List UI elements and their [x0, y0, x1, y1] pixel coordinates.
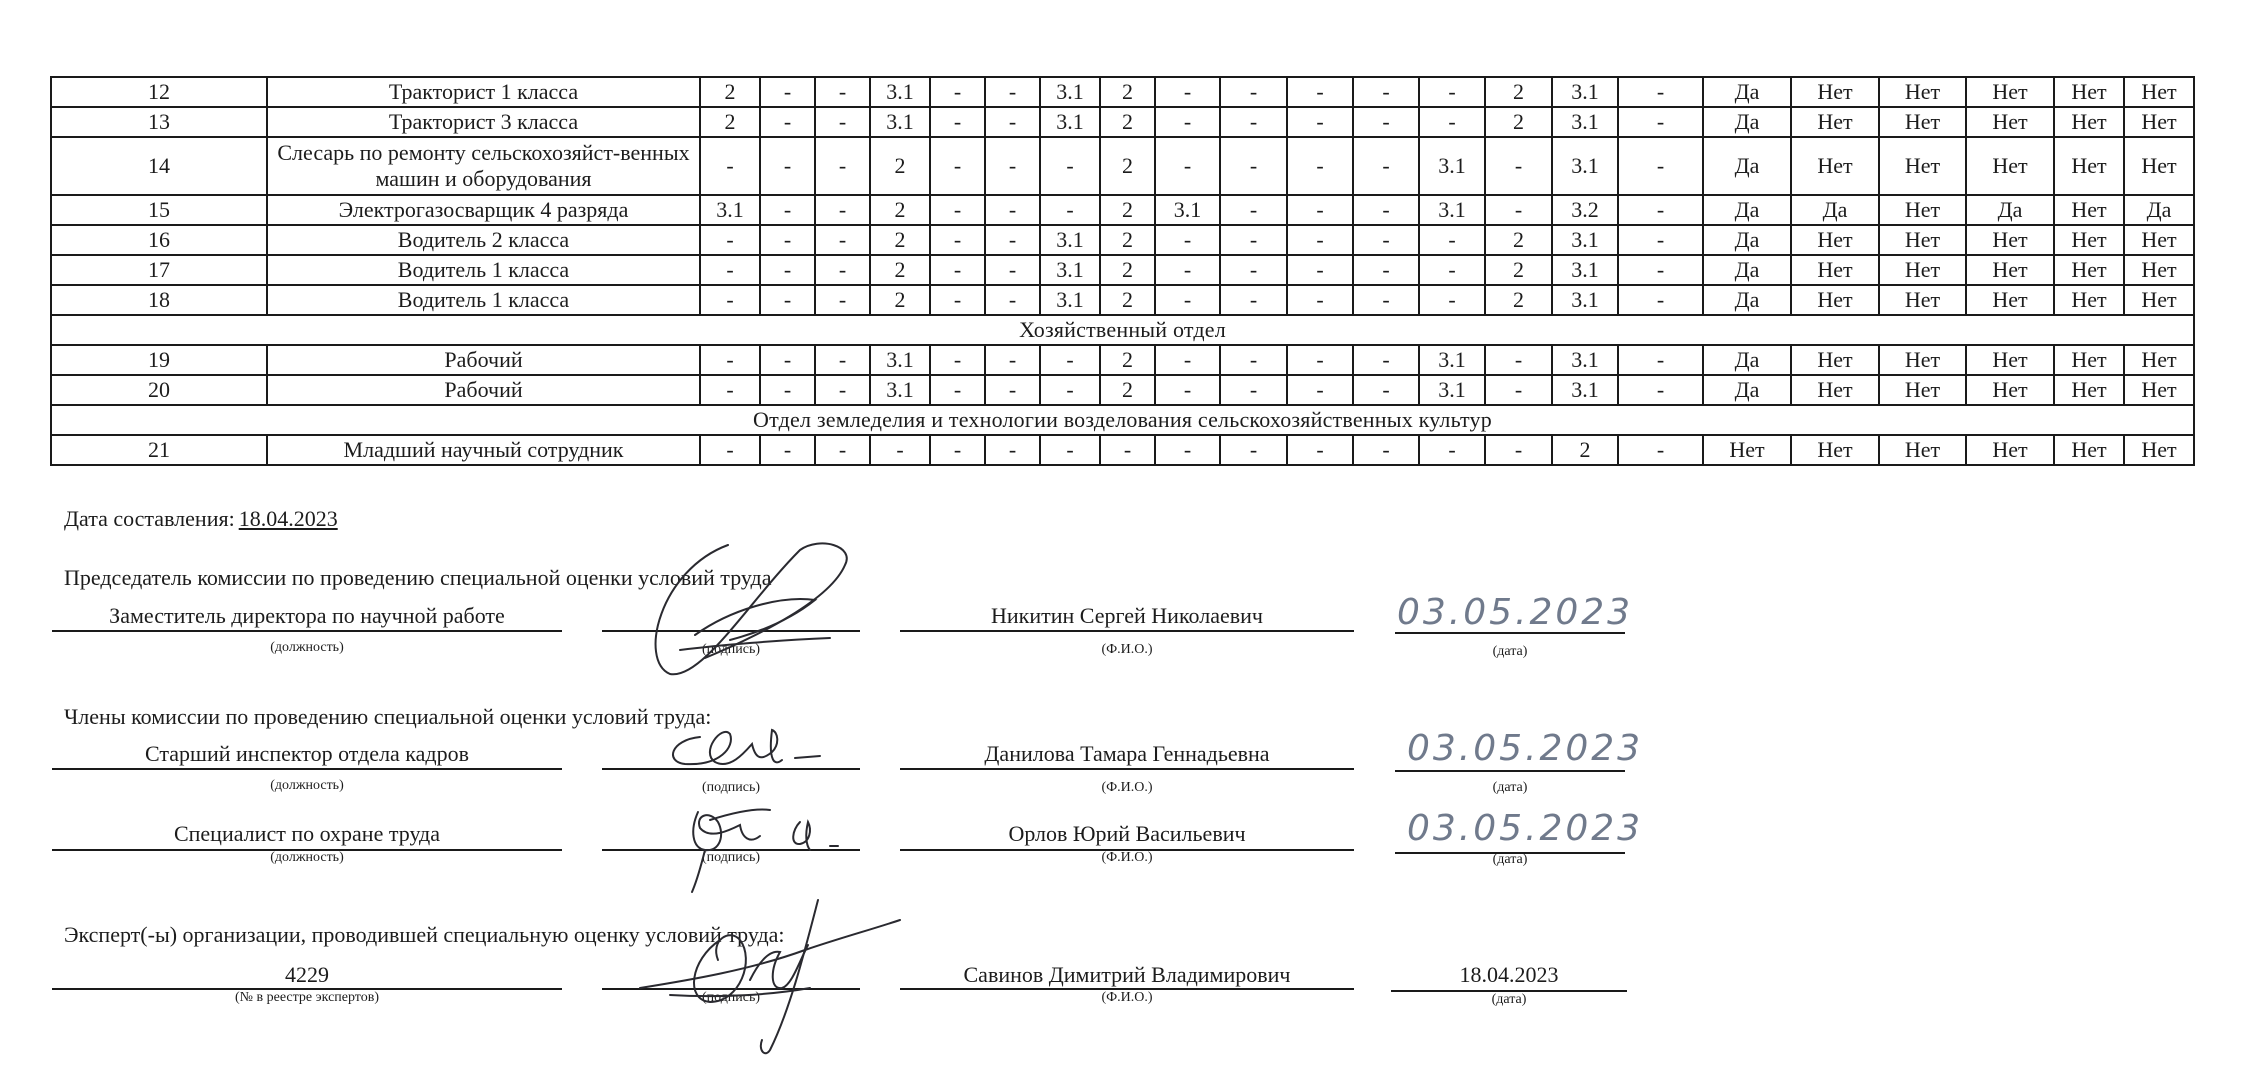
factor-class-cell: - [1485, 195, 1552, 225]
job-title: Водитель 2 класса [267, 225, 700, 255]
factor-class-cell: - [1353, 107, 1419, 137]
factor-class-cell: 3.1 [1552, 345, 1618, 375]
expert-date-caption: (дата) [1491, 992, 1527, 1007]
flag-cell: Да [1703, 137, 1791, 195]
member-1-name: Данилова Тамара Геннадьевна [984, 741, 1270, 766]
factor-class-cell: - [1485, 375, 1552, 405]
member-1-signature-caption: (подпись) [701, 780, 761, 795]
chair-date: 03.05.2023 [1396, 592, 1634, 633]
flag-cell: Нет [1879, 195, 1966, 225]
factor-class-cell: - [815, 107, 870, 137]
flag-cell: Нет [1791, 77, 1879, 107]
member-2-position: Специалист по охране труда [173, 821, 441, 846]
factor-class-cell: - [760, 107, 815, 137]
flag-cell: Нет [2124, 255, 2194, 285]
flag-cell: Нет [1791, 285, 1879, 315]
factor-class-cell: - [1287, 345, 1353, 375]
factor-class-cell: 2 [870, 225, 930, 255]
flag-cell: Нет [1879, 137, 1966, 195]
expert-registry-number: 4229 [285, 962, 329, 987]
factor-class-cell: - [1155, 375, 1220, 405]
factor-class-cell: - [1155, 285, 1220, 315]
factor-class-cell: - [1220, 77, 1287, 107]
row-number: 18 [51, 285, 267, 315]
factor-class-cell: - [1155, 255, 1220, 285]
factor-class-cell: 2 [1100, 255, 1155, 285]
flag-cell: Нет [1791, 137, 1879, 195]
factor-class-cell: - [1155, 225, 1220, 255]
chair-position: Заместитель директора по научной работе [109, 603, 505, 628]
flag-cell: Нет [2054, 77, 2124, 107]
factor-class-cell: - [985, 285, 1040, 315]
flag-cell: Нет [2124, 107, 2194, 137]
expert-signature [630, 890, 910, 1060]
flag-cell: Нет [2054, 285, 2124, 315]
section-title: Хозяйственный отдел [51, 315, 2194, 345]
flag-cell: Нет [2054, 107, 2124, 137]
factor-class-cell: - [930, 285, 985, 315]
compiled-date-value: 18.04.2023 [238, 506, 338, 531]
factor-class-cell: - [700, 345, 760, 375]
factor-class-cell: - [1287, 225, 1353, 255]
member-2-position-caption: (должность) [270, 850, 344, 865]
member-2-name: Орлов Юрий Васильевич [1008, 821, 1246, 846]
factor-class-cell: 2 [1485, 107, 1552, 137]
flag-cell: Нет [1966, 225, 2054, 255]
flag-cell: Да [1966, 195, 2054, 225]
flag-cell: Нет [2124, 375, 2194, 405]
factor-class-cell: - [1220, 107, 1287, 137]
flag-cell: Да [1703, 255, 1791, 285]
flag-cell: Нет [2054, 435, 2124, 465]
factor-class-cell: - [1287, 375, 1353, 405]
expert-heading: Эксперт(-ы) организации, проводившей специальную оценку условий труда: [64, 922, 785, 947]
factor-class-cell: - [1353, 255, 1419, 285]
factor-class-cell: 2 [700, 107, 760, 137]
factor-class-cell: - [1040, 375, 1100, 405]
flag-cell: Нет [2124, 435, 2194, 465]
factor-class-cell: 3.1 [1552, 285, 1618, 315]
factor-class-cell: - [1419, 255, 1485, 285]
factor-class-cell: 2 [870, 137, 930, 195]
flag-cell: Нет [2124, 225, 2194, 255]
job-title: Младший научный сотрудник [267, 435, 700, 465]
factor-class-cell: 2 [1100, 285, 1155, 315]
flag-cell: Нет [2054, 345, 2124, 375]
row-number: 19 [51, 345, 267, 375]
flag-cell: Нет [2124, 137, 2194, 195]
factor-class-cell: - [1287, 435, 1353, 465]
flag-cell: Нет [1879, 345, 1966, 375]
flag-cell: Да [1703, 375, 1791, 405]
flag-cell: Да [2124, 195, 2194, 225]
factor-class-cell: 3.1 [1419, 137, 1485, 195]
factor-class-cell: - [1618, 255, 1703, 285]
member-1-position-caption: (должность) [270, 778, 344, 793]
flag-cell: Да [1703, 225, 1791, 255]
factor-class-cell: 2 [1485, 255, 1552, 285]
member-1-date-caption: (дата) [1492, 780, 1528, 795]
factor-class-cell: 3.1 [1552, 107, 1618, 137]
section-row [51, 405, 2194, 435]
table-row [51, 375, 2194, 405]
flag-cell: Нет [1879, 77, 1966, 107]
chair-name-caption: (Ф.И.О.) [1101, 642, 1153, 657]
member-2-date-caption: (дата) [1492, 852, 1528, 867]
factor-class-cell: 3.1 [1155, 195, 1220, 225]
expert-name-caption: (Ф.И.О.) [1101, 990, 1153, 1005]
factor-class-cell: 3.1 [1552, 225, 1618, 255]
factor-class-cell: 2 [1100, 107, 1155, 137]
table-row [51, 195, 2194, 225]
factor-class-cell: - [1419, 77, 1485, 107]
factor-class-cell: - [1419, 107, 1485, 137]
factor-class-cell: 3.1 [1040, 107, 1100, 137]
factor-class-cell: 3.1 [1419, 195, 1485, 225]
compiled-date-line [64, 506, 338, 532]
factor-class-cell: - [700, 285, 760, 315]
compiled-date-label: Дата составления: [64, 506, 235, 531]
factor-class-cell: - [1419, 225, 1485, 255]
factor-class-cell: 3.1 [870, 107, 930, 137]
factor-class-cell: 3.1 [1040, 255, 1100, 285]
factor-class-cell: - [1485, 137, 1552, 195]
factor-class-cell: 3.1 [1040, 225, 1100, 255]
expert-registry-caption: (№ в реестре экспертов) [234, 990, 380, 1005]
factor-class-cell: 3.1 [870, 375, 930, 405]
section-row [51, 315, 2194, 345]
factor-class-cell: - [1353, 285, 1419, 315]
flag-cell: Нет [1966, 345, 2054, 375]
factor-class-cell: - [1220, 225, 1287, 255]
chair-heading: Председатель комиссии по проведению специальной оценки условий труда [64, 565, 772, 590]
row-number: 12 [51, 77, 267, 107]
factor-class-cell: 3.1 [870, 77, 930, 107]
job-title: Водитель 1 класса [267, 255, 700, 285]
factor-class-cell: 2 [870, 255, 930, 285]
factor-class-cell: - [700, 137, 760, 195]
factor-class-cell: - [930, 255, 985, 285]
factor-class-cell: - [1155, 137, 1220, 195]
job-title: Рабочий [267, 375, 700, 405]
factor-class-cell: - [760, 435, 815, 465]
factor-class-cell: - [1287, 285, 1353, 315]
factor-class-cell: - [1155, 107, 1220, 137]
factor-class-cell: 2 [1100, 225, 1155, 255]
factor-class-cell: 2 [1100, 137, 1155, 195]
table-row [51, 345, 2194, 375]
row-number: 17 [51, 255, 267, 285]
flag-cell: Нет [1966, 435, 2054, 465]
flag-cell: Нет [2124, 285, 2194, 315]
member-2-signature-caption: (подпись) [701, 850, 761, 865]
factor-class-cell: - [760, 255, 815, 285]
factor-class-cell: - [1353, 225, 1419, 255]
factor-class-cell: - [985, 107, 1040, 137]
table-row [51, 255, 2194, 285]
flag-cell: Да [1703, 107, 1791, 137]
member-2-name-caption: (Ф.И.О.) [1101, 850, 1153, 865]
table-row [51, 137, 2194, 195]
factor-class-cell: - [985, 195, 1040, 225]
factor-class-cell: - [930, 137, 985, 195]
job-title: Электрогазосварщик 4 разряда [267, 195, 700, 225]
factor-class-cell: - [815, 77, 870, 107]
member-1-name-caption: (Ф.И.О.) [1101, 780, 1153, 795]
table-row [51, 285, 2194, 315]
table-row [51, 225, 2194, 255]
member-2-date: 03.05.2023 [1406, 808, 1644, 849]
factor-class-cell: - [930, 435, 985, 465]
flag-cell: Нет [2054, 137, 2124, 195]
factor-class-cell: 2 [1100, 345, 1155, 375]
factor-class-cell: 3.1 [1552, 77, 1618, 107]
factor-class-cell: - [1618, 435, 1703, 465]
factor-class-cell: - [760, 137, 815, 195]
flag-cell: Нет [1966, 137, 2054, 195]
row-number: 14 [51, 137, 267, 195]
factor-class-cell: - [1419, 435, 1485, 465]
factor-class-cell: - [1287, 255, 1353, 285]
flag-cell: Нет [1703, 435, 1791, 465]
factor-class-cell: - [760, 345, 815, 375]
factor-class-cell: - [700, 225, 760, 255]
factor-class-cell: - [1040, 195, 1100, 225]
flag-cell: Нет [2054, 375, 2124, 405]
factor-class-cell: 3.1 [1040, 285, 1100, 315]
factor-class-cell: - [930, 345, 985, 375]
flag-cell: Да [1791, 195, 1879, 225]
factor-class-cell: - [1353, 77, 1419, 107]
chair-name: Никитин Сергей Николаевич [991, 603, 1263, 628]
factor-class-cell: - [1220, 137, 1287, 195]
factor-class-cell: 3.2 [1552, 195, 1618, 225]
flag-cell: Нет [1791, 255, 1879, 285]
factor-class-cell: 2 [1485, 225, 1552, 255]
factor-class-cell: 2 [1485, 77, 1552, 107]
expert-date: 18.04.2023 [1459, 962, 1559, 987]
factor-class-cell: - [1220, 435, 1287, 465]
expert-name: Савинов Димитрий Владимирович [963, 962, 1291, 987]
flag-cell: Нет [1966, 77, 2054, 107]
factor-class-cell: 3.1 [1552, 137, 1618, 195]
factor-class-cell: - [760, 195, 815, 225]
factor-class-cell: - [985, 435, 1040, 465]
factor-class-cell: - [1618, 345, 1703, 375]
flag-cell: Нет [1791, 107, 1879, 137]
flag-cell: Да [1703, 77, 1791, 107]
factor-class-cell: - [1618, 195, 1703, 225]
factor-class-cell: - [930, 375, 985, 405]
chair-date-caption: (дата) [1492, 644, 1528, 659]
results-table [50, 76, 2195, 466]
factor-class-cell: - [1040, 137, 1100, 195]
factor-class-cell: - [1155, 435, 1220, 465]
factor-class-cell: - [1353, 345, 1419, 375]
factor-class-cell: - [1353, 375, 1419, 405]
flag-cell: Нет [1791, 225, 1879, 255]
factor-class-cell: - [815, 345, 870, 375]
factor-class-cell: - [815, 285, 870, 315]
factor-class-cell: 3.1 [870, 345, 930, 375]
factor-class-cell: - [985, 255, 1040, 285]
job-title: Рабочий [267, 345, 700, 375]
factor-class-cell: - [815, 137, 870, 195]
factor-class-cell: - [815, 195, 870, 225]
factor-class-cell: - [815, 375, 870, 405]
factor-class-cell: - [1220, 285, 1287, 315]
factor-class-cell: - [1155, 77, 1220, 107]
flag-cell: Нет [1879, 375, 1966, 405]
factor-class-cell: - [1220, 255, 1287, 285]
row-number: 20 [51, 375, 267, 405]
factor-class-cell: 2 [1100, 77, 1155, 107]
member-1-date: 03.05.2023 [1406, 728, 1644, 769]
factor-class-cell: - [1485, 435, 1552, 465]
factor-class-cell: - [930, 195, 985, 225]
factor-class-cell: - [985, 375, 1040, 405]
factor-class-cell: - [985, 225, 1040, 255]
factor-class-cell: 3.1 [1552, 375, 1618, 405]
row-number: 13 [51, 107, 267, 137]
job-title: Слесарь по ремонту сельскохозяйст-венных машин и оборудования [267, 137, 700, 195]
flag-cell: Нет [2054, 195, 2124, 225]
flag-cell: Нет [1966, 285, 2054, 315]
factor-class-cell: - [1040, 435, 1100, 465]
table-row [51, 435, 2194, 465]
factor-class-cell: - [1353, 435, 1419, 465]
factor-class-cell: - [1353, 137, 1419, 195]
factor-class-cell: - [930, 107, 985, 137]
row-number: 16 [51, 225, 267, 255]
factor-class-cell: - [1618, 285, 1703, 315]
members-heading: Члены комиссии по проведению специальной оценки условий труда: [64, 704, 712, 729]
factor-class-cell: - [1220, 345, 1287, 375]
table-row [51, 107, 2194, 137]
factor-class-cell: - [1618, 375, 1703, 405]
factor-class-cell: 3.1 [700, 195, 760, 225]
chair-signature-caption: (подпись) [701, 642, 761, 657]
flag-cell: Да [1703, 285, 1791, 315]
factor-class-cell: 3.1 [1552, 255, 1618, 285]
flag-cell: Нет [1879, 285, 1966, 315]
flag-cell: Нет [2124, 345, 2194, 375]
job-title: Водитель 1 класса [267, 285, 700, 315]
flag-cell: Да [1703, 195, 1791, 225]
factor-class-cell: - [985, 345, 1040, 375]
expert-signature-caption: (подпись) [701, 990, 761, 1005]
factor-class-cell: - [700, 435, 760, 465]
factor-class-cell: - [985, 77, 1040, 107]
flag-cell: Нет [1791, 375, 1879, 405]
factor-class-cell: 2 [870, 285, 930, 315]
factor-class-cell: - [700, 375, 760, 405]
factor-class-cell: 3.1 [1419, 375, 1485, 405]
factor-class-cell: 2 [1100, 195, 1155, 225]
factor-class-cell: - [1618, 107, 1703, 137]
factor-class-cell: - [1419, 285, 1485, 315]
factor-class-cell: - [760, 225, 815, 255]
factor-class-cell: - [1040, 345, 1100, 375]
factor-class-cell: - [1287, 195, 1353, 225]
flag-cell: Нет [1791, 435, 1879, 465]
chair-signature [640, 540, 870, 680]
factor-class-cell: - [760, 77, 815, 107]
factor-class-cell: - [1618, 77, 1703, 107]
factor-class-cell: - [985, 137, 1040, 195]
factor-class-cell: - [930, 225, 985, 255]
flag-cell: Нет [2054, 255, 2124, 285]
section-title: Отдел земледелия и технологии возделования сельскохозяйственных культур [51, 405, 2194, 435]
flag-cell: Нет [2054, 225, 2124, 255]
member-1-signature [660, 722, 840, 782]
factor-class-cell: - [1485, 345, 1552, 375]
chair-position-caption: (должность) [270, 640, 344, 655]
factor-class-cell: - [760, 285, 815, 315]
factor-class-cell: - [1287, 77, 1353, 107]
flag-cell: Нет [1966, 107, 2054, 137]
job-title: Тракторист 1 класса [267, 77, 700, 107]
row-number: 21 [51, 435, 267, 465]
factor-class-cell: 2 [1100, 375, 1155, 405]
factor-class-cell: - [870, 435, 930, 465]
factor-class-cell: - [1155, 345, 1220, 375]
factor-class-cell: - [815, 225, 870, 255]
flag-cell: Нет [1966, 255, 2054, 285]
factor-class-cell: 2 [1485, 285, 1552, 315]
factor-class-cell: 2 [1552, 435, 1618, 465]
factor-class-cell: 2 [700, 77, 760, 107]
factor-class-cell: - [700, 255, 760, 285]
flag-cell: Нет [1879, 225, 1966, 255]
factor-class-cell: - [1353, 195, 1419, 225]
row-number: 15 [51, 195, 267, 225]
flag-cell: Нет [1879, 107, 1966, 137]
factor-class-cell: 2 [870, 195, 930, 225]
factor-class-cell: - [1220, 375, 1287, 405]
flag-cell: Нет [1879, 435, 1966, 465]
factor-class-cell: - [1618, 137, 1703, 195]
factor-class-cell: - [1287, 107, 1353, 137]
flag-cell: Да [1703, 345, 1791, 375]
factor-class-cell: - [815, 255, 870, 285]
factor-class-cell: 3.1 [1419, 345, 1485, 375]
member-1-position: Старший инспектор отдела кадров [144, 741, 470, 766]
flag-cell: Нет [1966, 375, 2054, 405]
job-title: Тракторист 3 класса [267, 107, 700, 137]
factor-class-cell: - [815, 435, 870, 465]
factor-class-cell: - [760, 375, 815, 405]
factor-class-cell: - [1100, 435, 1155, 465]
flag-cell: Нет [1879, 255, 1966, 285]
table-row [51, 77, 2194, 107]
flag-cell: Нет [2124, 77, 2194, 107]
factor-class-cell: 3.1 [1040, 77, 1100, 107]
factor-class-cell: - [1220, 195, 1287, 225]
factor-class-cell: - [1618, 225, 1703, 255]
flag-cell: Нет [1791, 345, 1879, 375]
member-2-signature [680, 800, 860, 900]
factor-class-cell: - [930, 77, 985, 107]
factor-class-cell: - [1287, 137, 1353, 195]
